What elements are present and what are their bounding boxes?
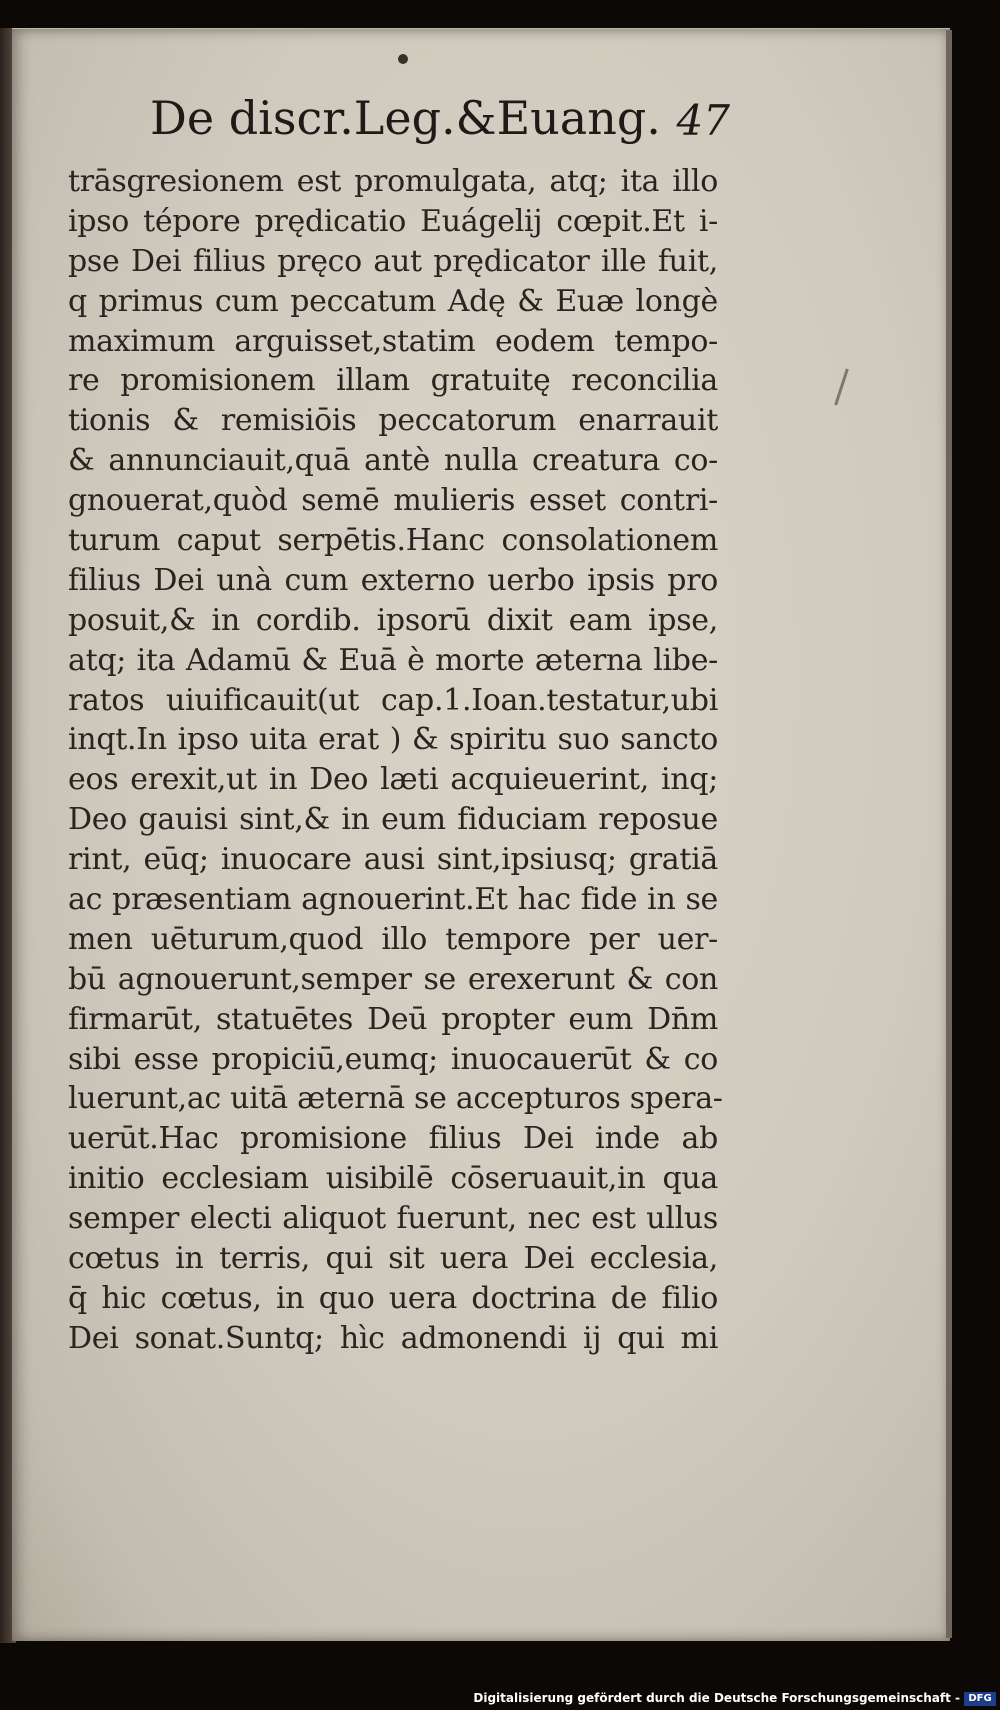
text-line: bū agnouerunt,semper se erexerunt & con xyxy=(68,961,718,997)
text-line: posuit,& in cordib. ipsorū dixit eam ipse, xyxy=(68,602,718,638)
running-title: De discr.Leg.&Euang. xyxy=(150,91,661,145)
text-line: rint, eūq; inuocare ausi sint,ipsiusq; gratiā xyxy=(68,842,718,878)
text-line: q̄ hic cœtus, in quo uera doctrina de filio xyxy=(68,1280,718,1316)
text-line: filius Dei unà cum externo uerbo ipsis pro xyxy=(68,562,718,598)
text-line: trāsgresionem est promulgata, atq; ita illo xyxy=(68,164,718,199)
ink-dot xyxy=(398,54,408,64)
text-line: uerūt.Hac promisione filius Dei inde ab xyxy=(68,1121,718,1157)
text-line: sibi esse propiciū,eumq; inuocauerūt & co xyxy=(68,1041,718,1077)
text-line: luerunt,ac uitā æternā se accepturos spera- xyxy=(68,1081,723,1117)
text-line: inqt.In ipso uita erat ) & spiritu suo sancto xyxy=(68,722,718,758)
body-text xyxy=(68,162,723,1359)
text-line: ratos uiuificauit(ut cap.1.Ioan.testatur,ubi xyxy=(68,682,718,718)
dfg-logo: DFG xyxy=(964,1692,996,1706)
text-line: ipso tépore prędicatio Euágelij cœpit.Et i- xyxy=(68,203,718,239)
funding-credit: Digitalisierung gefördert durch die Deutsche Forschungsgemeinschaft - xyxy=(473,1691,960,1705)
text-line: maximum arguisset,statim eodem tempo- xyxy=(68,323,718,359)
text-line: Deo gauisi sint,& in eum fiduciam reposue xyxy=(68,802,718,838)
text-line: semper electi aliquot fuerunt, nec est ullus xyxy=(68,1201,718,1237)
text-line: initio ecclesiam uisibilē cōseruauit,in qua xyxy=(68,1161,718,1197)
text-line: gnouerat,quòd semē mulieris esset contri- xyxy=(68,483,718,519)
text-line: turum caput serpētis.Hanc consolationem xyxy=(68,523,718,559)
text-line: men uēturum,quod illo tempore per uer- xyxy=(68,921,718,957)
text-line: pse Dei filius pręco aut prędicator ille fuit, xyxy=(68,243,718,279)
page-edge xyxy=(946,30,952,1638)
page-number: 47 xyxy=(676,96,730,145)
digitization-footer xyxy=(0,1690,1000,1710)
text-line: cœtus in terris, qui sit uera Dei ecclesia, xyxy=(68,1241,718,1277)
text-line: firmarūt, statuētes Deū propter eum Dn̄m xyxy=(68,1001,718,1037)
text-line: re promisionem illam gratuitę reconcilia xyxy=(68,363,718,399)
text-line: ac præsentiam agnouerint.Et hac fide in se xyxy=(68,882,718,918)
text-line: eos erexit,ut in Deo læti acquieuerint, inq; xyxy=(68,762,718,798)
text-line: & annunciauit,quā antè nulla creatura co- xyxy=(68,443,718,479)
text-line: Dei sonat.Suntq; hìc admonendi ij qui mi xyxy=(68,1320,718,1356)
text-line: q primus cum peccatum Adę & Euæ longè xyxy=(68,283,718,319)
page-header xyxy=(150,88,730,158)
text-line: atq; ita Adamū & Euā è morte æterna libe- xyxy=(68,642,718,678)
text-line: tionis & remisiōis peccatorum enarrauit xyxy=(68,403,718,439)
